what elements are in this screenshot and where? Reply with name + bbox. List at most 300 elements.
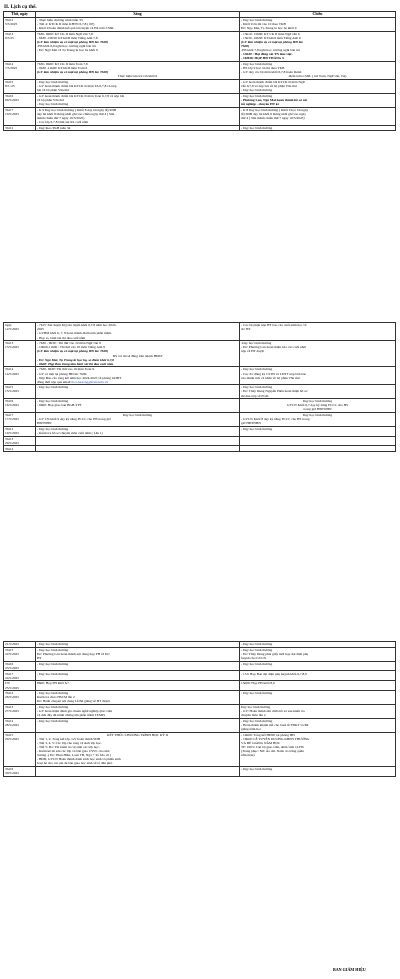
line-text: - 13h10- 15h00: KT CK II môn Ngữ văn 6 bbox=[241, 31, 300, 36]
weekday-label: Thứ 5 bbox=[5, 647, 14, 652]
line-text: nộp về HT duyệt bbox=[241, 349, 265, 354]
line-text: - 14h30 : Hội đồng xét TN làm việc. bbox=[241, 52, 293, 57]
day-cell bbox=[4, 93, 36, 107]
schedule-line bbox=[37, 662, 238, 666]
day-cell bbox=[4, 412, 36, 426]
afternoon-cell bbox=[240, 385, 396, 399]
line-text: - BĐĐ, GVCN Hoàn thành danh sách học sinh và phiếu sinh bbox=[37, 757, 121, 762]
line-text: - 14h00: Tổng kết HĐSP tại phòng HĐ bbox=[241, 732, 295, 737]
weekday-label: Thứ 3 bbox=[5, 31, 14, 36]
line-text: - Đ/c Phương Lan hoàn thiện báo cáo cuối năm bbox=[241, 345, 307, 350]
line-text: - 7h30- 9h30: Thi thử vào 10 môn Toán 9. bbox=[37, 367, 95, 372]
day-cell bbox=[4, 718, 36, 732]
line-text: TP: 100% Cán bộ giáo viên, nhân viên và HS bbox=[241, 745, 304, 750]
weekday-label: Thứ 4 bbox=[5, 62, 14, 67]
line-text: - Các lớp 6,7,8 bình xét RL cuối năm bbox=[37, 120, 89, 125]
line-text: trường .( Đ/c Phan Hiền, Loan TB, Nga + Tổ bảo vệ ) bbox=[37, 753, 111, 758]
line-text: - 16H40: HỌP HĐ THÁNG 5 bbox=[241, 56, 284, 61]
line-text: thi đua nộp về PGD bbox=[241, 393, 269, 398]
line-text: - GVBM khối 6, 7, 8 hoàn thành điểm trên phần mềm. bbox=[37, 331, 112, 336]
line-text: (GV làm nhiệm vụ có mặt tại phòng HĐ lúc 7h00) bbox=[37, 70, 109, 75]
line-text: - K 9 Dạy học bình thường ( Khối 8 dạy bù ngày lễ) SĐB bbox=[37, 107, 117, 112]
afternoon-cell bbox=[240, 647, 396, 661]
line-text: - GVCN Khối 8 dạy kỹ năng PCCC cho HS trong bbox=[241, 417, 310, 422]
line-text: - Dạy học bình thường bbox=[37, 385, 69, 390]
schedule-line bbox=[241, 753, 394, 757]
line-text: 15h00: Họp PH khối 8,9 bbox=[241, 681, 275, 686]
line-text: (GV làm nhiệm vụ có mặt tại phòng HĐ lúc 7h00) bbox=[37, 40, 109, 45]
line-text: - Dạy học bình thường bbox=[241, 647, 273, 652]
section-heading: II. Lịch cụ thể. bbox=[4, 4, 37, 10]
afternoon-cell bbox=[240, 446, 396, 452]
line-text: văn 6,7,8 và nộp bài về bộ phận Văn thư bbox=[241, 84, 297, 89]
table-row bbox=[4, 385, 396, 399]
column-header-afternoon: Chiều bbox=[240, 12, 396, 18]
schedule-line bbox=[37, 699, 238, 703]
day-cell bbox=[4, 385, 36, 399]
afternoon-cell bbox=[240, 426, 396, 436]
afternoon-cell bbox=[240, 718, 396, 732]
schedule-line bbox=[37, 126, 238, 130]
line-text: lễ) SĐB dạy bù khối 9 thông nhất ghi vào ngày bbox=[241, 111, 306, 116]
morning-cell bbox=[36, 125, 240, 131]
table-row bbox=[4, 732, 396, 766]
line-text: - Dạy học bình thường bbox=[241, 642, 273, 647]
weekday-label: Thứ 4 bbox=[5, 367, 14, 372]
line-text: - Dạy học bình thường bbox=[37, 718, 69, 723]
afternoon-cell bbox=[240, 661, 396, 671]
schedule-line bbox=[37, 102, 238, 106]
weekday-label: Thứ 2 bbox=[5, 691, 14, 696]
day-cell bbox=[4, 671, 36, 681]
table-row bbox=[4, 323, 396, 341]
day-cell bbox=[4, 17, 36, 31]
schedule-line bbox=[37, 642, 238, 646]
table-row bbox=[4, 690, 396, 704]
line-text: - 15h30 -16h30: KTGKII môn Tiếng Anh 6 bbox=[241, 35, 301, 40]
weekday-label: Thứ 3 bbox=[5, 705, 14, 710]
line-text: - Dạy học bình thường bbox=[241, 125, 273, 130]
line-text: - Khối 9 hoàn thành kết quả rèn luyện và HL trên CSDL bbox=[37, 26, 115, 31]
weekday-label: Thứ 6 bbox=[5, 661, 14, 666]
afternoon-cell bbox=[240, 412, 396, 426]
line-text: - Dạy học bình thường bbox=[37, 102, 69, 107]
weekday-label: Thứ 6 bbox=[5, 767, 14, 772]
table-row bbox=[4, 647, 396, 661]
line-text: -HS khối 6,9 nghỉ học, trường nghỉ bán trú bbox=[37, 44, 96, 49]
morning-cell bbox=[36, 323, 240, 341]
line-text: thứ 4 ( Sửa thành chiều thứ 7 ngày 10/5/2025) bbox=[241, 116, 305, 121]
date-label: 15/5/2025 bbox=[5, 389, 19, 394]
morning-cell bbox=[36, 93, 240, 107]
morning-cell bbox=[36, 385, 240, 399]
weekday-label: Thứ 5 bbox=[5, 385, 14, 390]
table-row bbox=[4, 436, 396, 446]
table-row bbox=[4, 107, 396, 125]
line-text: -Dạy học bình thường bbox=[241, 341, 272, 346]
afternoon-cell bbox=[240, 398, 396, 412]
table-row bbox=[4, 671, 396, 681]
date-label: 17/5/2025 bbox=[5, 417, 19, 422]
day-cell bbox=[4, 766, 36, 776]
afternoon-cell bbox=[240, 340, 396, 366]
column-header-day: Thứ, ngày bbox=[4, 12, 36, 18]
date-label: 24/5/2025 bbox=[5, 675, 19, 680]
date-label: 14/5/2025 bbox=[5, 371, 19, 376]
schedule-line bbox=[241, 26, 394, 30]
line-text: - Dạy học bình thường bbox=[241, 367, 273, 372]
date-label: 22/5/2025 bbox=[5, 652, 19, 657]
schedule-line bbox=[37, 656, 238, 660]
line-text: - Đ/c Ngô Mai và Tạ Trung in học bạ khối 9 bbox=[37, 48, 98, 53]
line-text: huynh cho GVCN bbox=[241, 656, 267, 661]
email-link[interactable]: thcs-hadong@hanoiedu.vn bbox=[71, 379, 109, 384]
day-cell bbox=[4, 107, 36, 125]
line-text: - Kiểm kê tài sản các lớp và bàn giao CSVC cho nhà bbox=[37, 749, 110, 754]
line-text: - GV hoàn thành chấm bài KTCK II môn TA 6,7,8 và nộp bbox=[37, 84, 117, 89]
schedule-line bbox=[37, 672, 238, 676]
day-cell bbox=[4, 732, 36, 766]
date-label: 19/5/2025 bbox=[5, 431, 19, 436]
schedule-line bbox=[37, 48, 238, 52]
schedule-line bbox=[37, 421, 238, 425]
day-cell bbox=[4, 446, 36, 452]
morning-cell bbox=[36, 107, 240, 125]
line-text: - Dạy học bình thường bbox=[241, 661, 273, 666]
line-text: Đ/c Phương Lan hoàn thành nội dung họp PH về Đ/c bbox=[37, 652, 110, 657]
date-label: 6/5/25 bbox=[5, 35, 14, 40]
morning-cell bbox=[36, 398, 240, 412]
schedule-line bbox=[241, 327, 394, 331]
morning-cell bbox=[36, 17, 240, 31]
morning-cell bbox=[36, 79, 240, 93]
schedule-line bbox=[241, 116, 394, 120]
line-text: - Dạy học bình thường bbox=[241, 385, 273, 390]
morning-cell bbox=[36, 718, 240, 732]
line-text: - Thực hiện chương trình tuần 33 bbox=[37, 17, 83, 22]
line-text: Thực hiện bán trú với khối 6 bbox=[117, 74, 158, 79]
line-text: - 15 h Họp Ban đại diện phụ huynh khối 6,7,8,9 bbox=[241, 671, 307, 676]
afternoon-cell bbox=[240, 681, 396, 691]
line-text: 7h30- 9h00: KT CK II môn Ngữ văn 7,8 bbox=[37, 31, 93, 36]
line-text: - 9h30 -11h00: KTGKII môn Toán 6 bbox=[37, 66, 88, 71]
line-text: - Đ/c Thùy Dung phát giấy mời họp đại diện phụ bbox=[241, 652, 309, 657]
table-row bbox=[4, 718, 396, 732]
date-label: 10/5/2025 bbox=[5, 111, 19, 116]
morning-cell bbox=[36, 446, 240, 452]
table-row bbox=[4, 681, 396, 691]
table-row bbox=[4, 398, 396, 412]
schedule-line bbox=[241, 349, 394, 353]
day-cell bbox=[4, 690, 36, 704]
schedule-line bbox=[241, 681, 394, 685]
line-text: (GV làm nhiệm vụ có mặt tại phòng HĐ lúc bbox=[241, 40, 304, 45]
morning-cell bbox=[36, 766, 240, 776]
schedule-line bbox=[37, 362, 238, 366]
morning-cell bbox=[36, 436, 240, 446]
line-text: KẾT THÚC CHƯƠNG TRÌNH HỌC KỲ II bbox=[107, 732, 168, 737]
schedule-page-3 bbox=[0, 641, 400, 777]
schedule-line bbox=[241, 421, 394, 425]
table-row bbox=[4, 79, 396, 93]
weekday-label: Thứ 2 bbox=[5, 427, 14, 432]
weekday-label: Thứ 4 bbox=[5, 446, 14, 451]
weekday-label: Thứ 2 bbox=[5, 17, 14, 22]
table-row bbox=[4, 426, 396, 436]
afternoon-cell bbox=[240, 107, 396, 125]
date-label: 16/5/2025 bbox=[5, 403, 19, 408]
line-text: đ/c HT bbox=[241, 327, 251, 332]
weekday-label: ngày bbox=[5, 323, 12, 328]
line-text: 7h30- 9h00: KT CK II môn Toán 7,8 bbox=[37, 62, 88, 67]
afternoon-cell bbox=[240, 61, 396, 79]
afternoon-cell bbox=[240, 732, 396, 766]
line-text: - Các bộ phận nộp HT báo cáo cuối năm học về bbox=[241, 323, 307, 328]
line-text: - Nộp Báo cáo tổng kết năm học 2024-2025 về phòng GDĐT bbox=[37, 375, 122, 380]
schedule-table-3 bbox=[3, 641, 396, 777]
schedule-line bbox=[37, 380, 238, 384]
weekday-label: 21/5/2025 bbox=[5, 642, 19, 647]
line-text: - Tiết 3, 4, 5: Các lớp cho tổng vệ sinh lớp học. bbox=[37, 741, 102, 746]
line-text: bài về bộ phận Văn thư bbox=[37, 88, 70, 93]
line-text: - Dạy học bình thường bbox=[241, 691, 273, 696]
morning-cell bbox=[36, 426, 240, 436]
schedule-line bbox=[37, 431, 238, 435]
afternoon-cell bbox=[240, 17, 396, 31]
morning-cell bbox=[36, 732, 240, 766]
line-text: sẫm màu) bbox=[241, 753, 255, 758]
morning-cell bbox=[36, 647, 240, 661]
schedule-line bbox=[241, 713, 394, 717]
date-label: 28/5/2025 bbox=[5, 723, 19, 728]
line-text: Dạy học bình thường bbox=[122, 413, 153, 418]
line-text: - GV có mặt tại phòng HĐ lúc 7h00. bbox=[37, 371, 88, 376]
line-text: dạy bù khối 8 thông nhất ghi vào chiều ngày thứ 4 ( Sửa bbox=[37, 111, 115, 116]
day-cell bbox=[4, 79, 36, 93]
line-text: - K 8 Dạy học bình thường ( Khối 9 học bù ngày bbox=[241, 107, 309, 112]
table-row bbox=[4, 340, 396, 366]
afternoon-cell bbox=[240, 690, 396, 704]
line-text: cáo thành tích cá nhân về bộ phận Văn thư bbox=[241, 375, 300, 380]
line-text: - Phương Lan, Ngô Mai hoàn thành hồ sơ xét bbox=[241, 98, 308, 103]
line-text: - Dạy học bình thường bbox=[37, 661, 69, 666]
table-row bbox=[4, 446, 396, 452]
line-text: Dạy học bình thường bbox=[302, 413, 333, 418]
date-label: 29/5/2025 bbox=[5, 736, 19, 741]
line-text: - Kiểm tra hồ sơ chuyên môn cuối năm ( Lần 1) bbox=[37, 431, 103, 436]
morning-cell bbox=[36, 690, 240, 704]
afternoon-cell bbox=[240, 436, 396, 446]
date-label: 23/5/2025 bbox=[5, 665, 19, 670]
line-text: Đ/c Hạnh chuyển nội dung Lễ Bế giảng về HT duyệt bbox=[37, 699, 110, 704]
day-cell bbox=[4, 340, 36, 366]
schedule-page-2 bbox=[0, 322, 400, 452]
date-label: 8/5 /25 bbox=[5, 84, 15, 89]
morning-cell bbox=[36, 661, 240, 671]
line-text: 7h00) bbox=[241, 44, 250, 49]
line-text: về bộ phận Văn thư bbox=[37, 98, 65, 103]
table-row bbox=[4, 766, 396, 776]
schedule-line bbox=[241, 376, 394, 380]
table-row bbox=[4, 125, 396, 131]
weekday-label: Thứ 3 bbox=[5, 436, 14, 441]
line-text: chuyên môn lần 2 bbox=[241, 713, 266, 718]
date-label: 25/5/2025 bbox=[5, 685, 19, 690]
line-text: - Dạy học bình thường bbox=[37, 80, 69, 85]
line-text: - 9h30 -10h30: KTGKII môn Tiếng Anh 7,8 bbox=[37, 35, 98, 40]
day-cell bbox=[4, 681, 36, 691]
line-text: - Tiết 5: Đ/c Thi kiểm tra vệ sinh các lớp học. bbox=[37, 745, 100, 750]
line-text: Dạy học bình thường bbox=[302, 399, 333, 404]
table-row bbox=[4, 93, 396, 107]
schedule-page-1 bbox=[0, 11, 400, 131]
morning-cell bbox=[36, 61, 240, 79]
morning-cell bbox=[36, 704, 240, 718]
line-text: - Dạy học bình thường bbox=[241, 88, 273, 93]
schedule-line bbox=[37, 719, 238, 723]
line-text: - Các đ/c đăng ký CSTĐ và LĐTT nộp bản báo bbox=[241, 371, 307, 376]
afternoon-cell bbox=[240, 31, 396, 61]
day-cell bbox=[4, 323, 36, 341]
schedule-table-2 bbox=[3, 322, 396, 452]
weekday-label: Thứ 7 bbox=[5, 107, 14, 112]
line-text: hoạt hè cho các em để bàn giao học sinh về tổ dân phố. bbox=[37, 761, 113, 766]
schedule-line bbox=[241, 642, 394, 646]
signature-label: BAN GIÁM HIỆU bbox=[333, 967, 366, 972]
weekday-label: Thứ 6 bbox=[5, 399, 14, 404]
weekday-label: CN bbox=[5, 681, 10, 686]
weekday-label: Thứ 3 bbox=[5, 341, 14, 346]
line-text: - 16h00: LỄ TUYÊN DƯƠNG KHEN THƯỞNG bbox=[241, 736, 310, 741]
line-text: - Dạy học bình thường bbox=[241, 93, 273, 98]
date-label: 27/5/2025 bbox=[5, 709, 19, 714]
line-text: -HS khối 7,8 nghỉ học, trường nghỉ bán trú bbox=[241, 48, 300, 53]
schedule-line bbox=[37, 761, 238, 765]
line-text: - Dạy học bình thường bbox=[241, 767, 273, 772]
line-text: - 8h00: Họp Ban trung tâm bình xét thi đua cuối năm bbox=[37, 361, 114, 366]
schedule-line bbox=[241, 394, 394, 398]
day-cell bbox=[4, 647, 36, 661]
line-text: - GV: Hoàn thành sửa chữa hồ sơ sau kiểm tra bbox=[241, 709, 305, 714]
day-cell bbox=[4, 398, 36, 412]
date-label: 30/5/2025 bbox=[5, 771, 19, 776]
line-text: - Dạy theo TKB tuần 34 bbox=[37, 125, 71, 130]
line-text: - Dạy học bình thường bbox=[37, 671, 69, 676]
schedule-line bbox=[37, 120, 238, 124]
line-text: - 7h30 - 9h30 : Thi thử vào 10 môn Ngữ văn 9 bbox=[37, 341, 101, 346]
morning-cell bbox=[36, 340, 240, 366]
schedule-line bbox=[241, 767, 394, 771]
day-cell bbox=[4, 31, 36, 61]
schedule-line bbox=[37, 681, 238, 685]
date-label: 12/5/2025 bbox=[5, 327, 19, 332]
schedule-line bbox=[241, 662, 394, 666]
line-text: - GV duy các bộ môn khối 6,7,8 hoàn thành bbox=[241, 70, 302, 75]
date-label: 20/5/2025 bbox=[5, 440, 19, 445]
morning-cell bbox=[36, 671, 240, 681]
schedule-line bbox=[241, 74, 394, 78]
line-text: - 7h15' Xét duyệt KQ rèn luyện khối 6,7,8 năm học 2024- bbox=[37, 323, 117, 328]
afternoon-cell bbox=[240, 93, 396, 107]
schedule-line bbox=[241, 427, 394, 431]
line-text: điểm trên CSDL ( trừ Toán, Ngữ văn, TA) bbox=[288, 74, 347, 79]
table-row bbox=[4, 704, 396, 718]
line-text: HT bbox=[37, 656, 42, 661]
afternoon-cell bbox=[240, 766, 396, 776]
day-cell bbox=[4, 661, 36, 671]
line-text: giờ HĐTNHN bbox=[241, 421, 261, 426]
table-row bbox=[4, 412, 396, 426]
day-cell bbox=[4, 704, 36, 718]
line-text: - Hoàn thành khánh tiết cho buổi lễ TĐKT và Bế bbox=[241, 723, 309, 728]
line-text: - GV hoàn thành chấm bài KTCK II môn Ngữ bbox=[241, 80, 305, 85]
line-text: 2025 bbox=[37, 327, 44, 332]
day-cell bbox=[4, 367, 36, 385]
day-cell bbox=[4, 436, 36, 446]
weekday-label: Thứ 5 bbox=[5, 732, 14, 737]
line-text: - Dạy học bình thường bbox=[37, 399, 69, 404]
morning-cell bbox=[36, 681, 240, 691]
schedule-line bbox=[37, 88, 238, 92]
schedule-line bbox=[37, 403, 238, 407]
table-row bbox=[4, 31, 396, 61]
weekday-label: Thứ 7 bbox=[5, 671, 14, 676]
line-text: - HS lớp 9 học ôn thi theo TKB bbox=[241, 66, 285, 71]
table-row bbox=[4, 17, 396, 31]
line-text: - Dạy học bình thường bbox=[241, 427, 273, 432]
date-label: 5/5/2025 bbox=[5, 22, 18, 27]
line-text: - Dạy học bình thường bbox=[241, 62, 273, 67]
schedule-line bbox=[241, 672, 394, 676]
line-text: - Tiết 4: KTCK II môn KHTN 6,7,8 ( 60') bbox=[37, 22, 95, 27]
schedule-line bbox=[241, 126, 394, 130]
line-text: đồng thời nộp qua email bbox=[37, 379, 72, 384]
line-text: thành chiều thứ 7 ngày 10/5/2025) bbox=[37, 116, 85, 121]
line-text: - Dạy học bình thường bbox=[241, 718, 273, 723]
afternoon-cell bbox=[240, 367, 396, 385]
afternoon-cell bbox=[240, 323, 396, 341]
line-text: - GV hoàn thiện đánh giá chuẩn nghề nghiệp giáo viên bbox=[37, 709, 113, 714]
weekday-label: Thứ 6 bbox=[5, 93, 14, 98]
date-label: 09/5/2025 bbox=[5, 98, 19, 103]
line-text: VÀ BẾ GIẢNG NĂM HỌC bbox=[241, 741, 281, 746]
schedule-line bbox=[37, 713, 238, 717]
line-text: - Đ/c Ngô Mai, Tạ Trung in học bạ, sổ điểm khối 6,7,8 bbox=[37, 357, 115, 362]
schedule-line bbox=[241, 56, 394, 60]
afternoon-cell bbox=[240, 125, 396, 131]
day-cell bbox=[4, 61, 36, 79]
schedule-line bbox=[241, 656, 394, 660]
schedule-line bbox=[37, 385, 238, 389]
morning-cell bbox=[36, 412, 240, 426]
line-text: - Họp tổ, bình xét thi đua cuối năm bbox=[37, 335, 86, 340]
schedule-line bbox=[241, 88, 394, 92]
line-text: HĐTNHN bbox=[37, 421, 52, 426]
schedule-line bbox=[241, 102, 394, 106]
line-text: - Khối 9 ôn thi vào 10 theo TKB bbox=[241, 22, 286, 27]
line-text: (GV làm nhiệm vụ có mặt tại phòng HĐ lúc 7h00) bbox=[37, 349, 109, 354]
line-text: - 10h00-11h00 : Thi thử vào 10 môn Tiếng Anh 9 bbox=[37, 345, 105, 350]
line-text: - Dạy học bình thường bbox=[37, 691, 69, 696]
schedule-table-1 bbox=[3, 11, 396, 131]
afternoon-cell bbox=[240, 79, 396, 93]
weekday-label: Thứ 2 bbox=[5, 125, 14, 130]
line-text: - Dạy học bình thường bbox=[37, 427, 69, 432]
schedule-line bbox=[37, 74, 238, 78]
line-text: (Trang phục: Nữ: Áo dài. Nam: áo trắng quần bbox=[241, 749, 304, 754]
line-text: giảng năm học bbox=[241, 727, 262, 732]
afternoon-cell bbox=[240, 704, 396, 718]
